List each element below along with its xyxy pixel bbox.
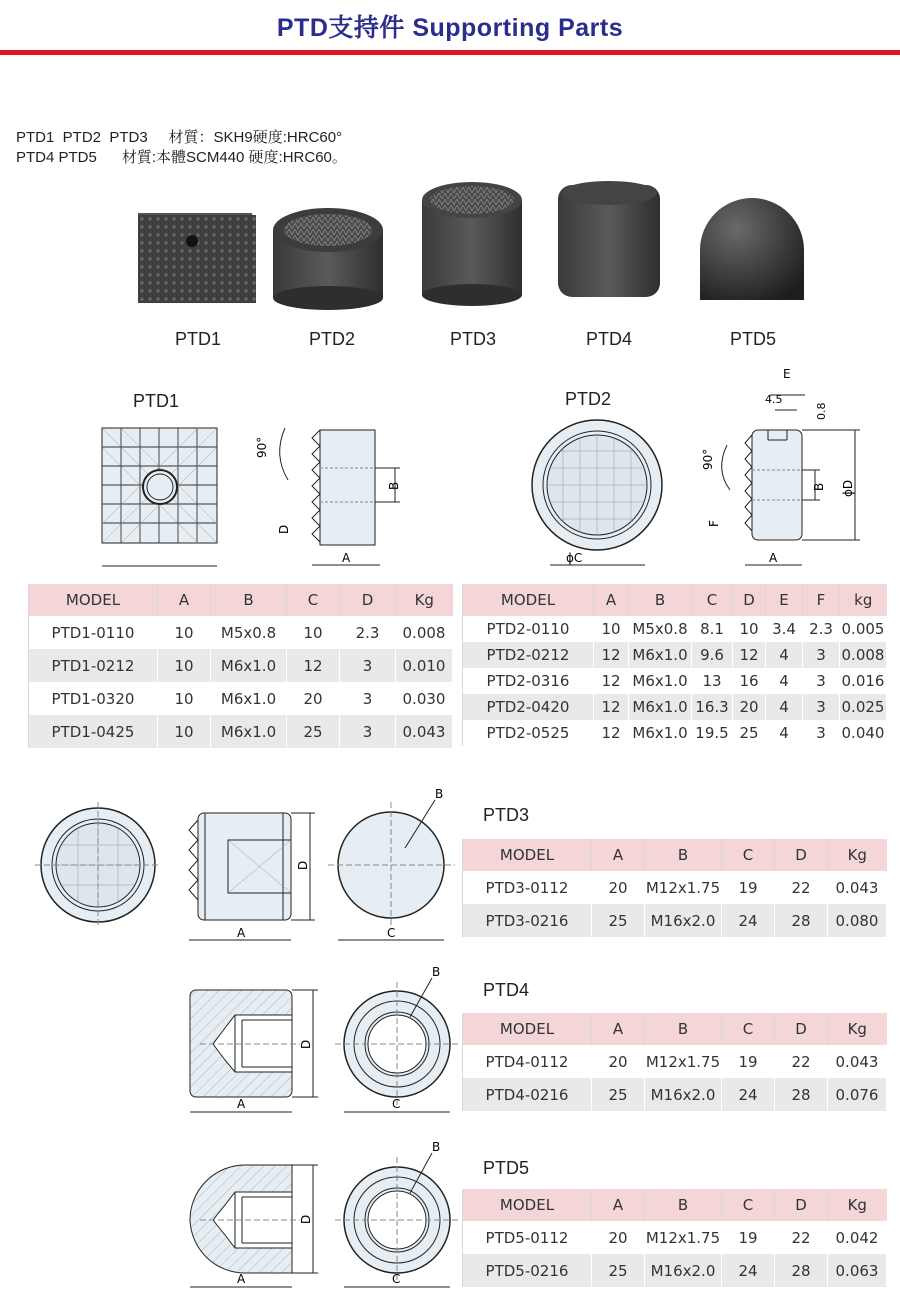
cell: 25 xyxy=(733,720,766,746)
cell: M12x1.75 xyxy=(645,1045,722,1078)
cell: 0.042 xyxy=(828,1221,887,1254)
cell: 3 xyxy=(340,715,396,748)
col-header: MODEL xyxy=(29,584,158,616)
label-d-ptd4: D xyxy=(299,1039,313,1049)
col-header: C xyxy=(692,584,733,616)
col-header: C xyxy=(722,1013,775,1045)
cell: 0.008 xyxy=(840,642,887,668)
cell: 12 xyxy=(594,694,629,720)
label-45-ptd2: 4.5 xyxy=(765,393,783,406)
title-rule xyxy=(0,50,900,55)
col-header: MODEL xyxy=(463,1189,592,1221)
cell: 0.005 xyxy=(840,616,887,642)
drawing-ptd1 xyxy=(90,410,420,580)
cell: 10 xyxy=(594,616,629,642)
table-row xyxy=(29,649,453,682)
col-header: D xyxy=(733,584,766,616)
table-row xyxy=(463,904,887,937)
cell: 19 xyxy=(722,1045,775,1078)
table-header-row xyxy=(29,584,453,616)
cell: 25 xyxy=(592,1254,645,1287)
table-header-row xyxy=(463,839,887,871)
col-header: B xyxy=(211,584,287,616)
col-header: D xyxy=(340,584,396,616)
photo-ptd1 xyxy=(138,213,256,303)
label-b-ptd1: B xyxy=(387,481,401,490)
col-header: MODEL xyxy=(463,1013,592,1045)
diagram-title-ptd2: PTD2 xyxy=(565,389,612,409)
page-title: PTD支持件 Supporting Parts xyxy=(276,14,624,42)
table-row xyxy=(463,668,887,694)
product-photos xyxy=(130,175,810,310)
col-header: C xyxy=(722,839,775,871)
diagram-title-ptd1: PTD1 xyxy=(133,391,180,411)
cell: PTD5-0112 xyxy=(463,1221,592,1254)
col-header: Kg xyxy=(828,839,887,871)
cell: 4 xyxy=(766,720,803,746)
cell: 12 xyxy=(594,668,629,694)
cell: 24 xyxy=(722,1078,775,1111)
table-row xyxy=(463,1254,887,1287)
drawing-ptd5 xyxy=(170,1135,460,1300)
cell: PTD2-0212 xyxy=(463,642,594,668)
cell: 24 xyxy=(722,1254,775,1287)
cell: 12 xyxy=(594,642,629,668)
cell: M6x1.0 xyxy=(629,694,692,720)
table-ptd4 xyxy=(462,1013,887,1111)
cell: PTD1-0110 xyxy=(29,616,158,649)
label-a-ptd4: A xyxy=(237,1097,246,1111)
material-spec-line-1: PTD1 PTD2 PTD3 材質：SKH9硬度:HRC60° xyxy=(16,129,343,146)
cell: 12 xyxy=(733,642,766,668)
cell: M16x2.0 xyxy=(645,904,722,937)
table-row xyxy=(463,1045,887,1078)
cell: M16x2.0 xyxy=(645,1078,722,1111)
label-c-ptd4: C xyxy=(392,1097,401,1111)
cell: 20 xyxy=(287,682,340,715)
cell: 4 xyxy=(766,694,803,720)
cell: 0.040 xyxy=(840,720,887,746)
cell: PTD2-0110 xyxy=(463,616,594,642)
cell: 10 xyxy=(158,715,211,748)
col-header: E xyxy=(766,584,803,616)
cell: 8.1 xyxy=(692,616,733,642)
cell: M16x2.0 xyxy=(645,1254,722,1287)
cell: 13 xyxy=(692,668,733,694)
cell: M5x0.8 xyxy=(629,616,692,642)
cell: PTD3-0216 xyxy=(463,904,592,937)
table-row xyxy=(29,715,453,748)
table-row xyxy=(29,682,453,715)
cell: 10 xyxy=(733,616,766,642)
cell: 25 xyxy=(592,904,645,937)
table-row xyxy=(463,1221,887,1254)
label-b-ptd4: B xyxy=(432,965,441,979)
col-header: C xyxy=(287,584,340,616)
col-header: kg xyxy=(840,584,887,616)
table-ptd5 xyxy=(462,1189,887,1287)
cell: 0.030 xyxy=(396,682,453,715)
label-phid-ptd2: ϕD xyxy=(841,479,855,497)
table-header-row xyxy=(463,1013,887,1045)
section-title-ptd3: PTD3 xyxy=(483,805,530,825)
label-c-ptd3: C xyxy=(387,926,396,940)
cell: 0.008 xyxy=(396,616,453,649)
table-ptd2 xyxy=(462,584,887,746)
photo-label-ptd3: PTD3 xyxy=(449,329,496,349)
photo-label-ptd5: PTD5 xyxy=(729,329,776,349)
cell: 12 xyxy=(287,649,340,682)
cell: 28 xyxy=(775,1078,828,1111)
label-a-ptd2: A xyxy=(769,551,778,565)
col-header: A xyxy=(592,1013,645,1045)
photo-label-ptd1: PTD1 xyxy=(174,329,221,349)
cell: M6x1.0 xyxy=(629,720,692,746)
photo-ptd5 xyxy=(700,198,804,300)
cell: 3 xyxy=(803,642,840,668)
table-row xyxy=(463,616,887,642)
col-header: Kg xyxy=(828,1189,887,1221)
cell: PTD1-0212 xyxy=(29,649,158,682)
label-d-ptd3: D xyxy=(296,860,310,870)
label-d-ptd5: D xyxy=(299,1214,313,1224)
col-header: A xyxy=(592,839,645,871)
col-header: C xyxy=(722,1189,775,1221)
cell: 16.3 xyxy=(692,694,733,720)
label-b-ptd5: B xyxy=(432,1140,441,1154)
label-b-ptd2: B xyxy=(812,482,826,491)
col-header: Kg xyxy=(828,1013,887,1045)
cell: 20 xyxy=(592,1045,645,1078)
col-header: B xyxy=(645,839,722,871)
drawing-ptd3 xyxy=(25,780,465,950)
cell: M6x1.0 xyxy=(211,649,287,682)
cell: 20 xyxy=(592,871,645,904)
cell: 3 xyxy=(803,694,840,720)
cell: 0.043 xyxy=(396,715,453,748)
cell: 3 xyxy=(803,668,840,694)
drawing-ptd4 xyxy=(170,960,460,1125)
label-a-ptd5: A xyxy=(237,1272,246,1286)
cell: PTD2-0316 xyxy=(463,668,594,694)
label-b-ptd3: B xyxy=(435,787,444,801)
label-a-ptd3: A xyxy=(237,926,246,940)
cell: 4 xyxy=(766,642,803,668)
cell: 10 xyxy=(158,616,211,649)
table-ptd3 xyxy=(462,839,887,937)
col-header: B xyxy=(629,584,692,616)
cell: PTD4-0112 xyxy=(463,1045,592,1078)
table-ptd1 xyxy=(28,584,453,748)
cell: M6x1.0 xyxy=(629,642,692,668)
label-c-ptd5: C xyxy=(392,1272,401,1286)
cell: 20 xyxy=(592,1221,645,1254)
cell: 22 xyxy=(775,1221,828,1254)
cell: 25 xyxy=(287,715,340,748)
table-row xyxy=(463,694,887,720)
table-row xyxy=(463,1078,887,1111)
cell: 0.080 xyxy=(828,904,887,937)
col-header: D xyxy=(775,1189,828,1221)
table-header-row xyxy=(463,584,887,616)
cell: 0.025 xyxy=(840,694,887,720)
cell: 0.010 xyxy=(396,649,453,682)
cell: PTD1-0425 xyxy=(29,715,158,748)
col-header: D xyxy=(775,1013,828,1045)
cell: M5x0.8 xyxy=(211,616,287,649)
col-header: MODEL xyxy=(463,839,592,871)
cell: PTD4-0216 xyxy=(463,1078,592,1111)
cell: 0.043 xyxy=(828,1045,887,1078)
cell: 22 xyxy=(775,1045,828,1078)
cell: PTD1-0320 xyxy=(29,682,158,715)
cell: 0.063 xyxy=(828,1254,887,1287)
cell: M12x1.75 xyxy=(645,1221,722,1254)
photo-ptd3 xyxy=(422,182,522,306)
table-row xyxy=(463,642,887,668)
cell: M6x1.0 xyxy=(211,682,287,715)
photo-ptd2 xyxy=(273,208,383,310)
table-row xyxy=(463,720,887,746)
cell: 0.016 xyxy=(840,668,887,694)
cell: 10 xyxy=(158,682,211,715)
col-header: A xyxy=(592,1189,645,1221)
cell: M12x1.75 xyxy=(645,871,722,904)
cell: M6x1.0 xyxy=(629,668,692,694)
cell: 22 xyxy=(775,871,828,904)
cell: 10 xyxy=(158,649,211,682)
table-header-row xyxy=(463,1189,887,1221)
col-header: B xyxy=(645,1189,722,1221)
cell: 20 xyxy=(733,694,766,720)
cell: 3.4 xyxy=(766,616,803,642)
label-f-ptd2: F xyxy=(707,520,721,527)
col-header: A xyxy=(594,584,629,616)
cell: 28 xyxy=(775,904,828,937)
cell: 3 xyxy=(340,649,396,682)
col-header: MODEL xyxy=(463,584,594,616)
cell: 2.3 xyxy=(340,616,396,649)
col-header: Kg xyxy=(396,584,453,616)
photo-ptd4 xyxy=(558,181,660,297)
label-90deg-ptd1: 90° xyxy=(255,436,269,458)
table-row xyxy=(463,871,887,904)
cell: 24 xyxy=(722,904,775,937)
cell: 0.076 xyxy=(828,1078,887,1111)
cell: 3 xyxy=(340,682,396,715)
drawing-ptd2 xyxy=(515,365,885,575)
cell: 3 xyxy=(803,720,840,746)
cell: 12 xyxy=(594,720,629,746)
cell: 28 xyxy=(775,1254,828,1287)
cell: 10 xyxy=(287,616,340,649)
label-d-ptd1: D xyxy=(277,524,291,534)
col-header: F xyxy=(803,584,840,616)
col-header: D xyxy=(775,839,828,871)
cell: 19 xyxy=(722,1221,775,1254)
cell: 19 xyxy=(722,871,775,904)
cell: PTD3-0112 xyxy=(463,871,592,904)
section-title-ptd4: PTD4 xyxy=(483,980,530,1000)
table-row xyxy=(29,616,453,649)
col-header: B xyxy=(645,1013,722,1045)
cell: 16 xyxy=(733,668,766,694)
cell: PTD5-0216 xyxy=(463,1254,592,1287)
cell: 19.5 xyxy=(692,720,733,746)
material-spec-line-2: PTD4 PTD5 材質:本體SCM440 硬度:HRC60。 xyxy=(16,149,347,166)
section-title-ptd5: PTD5 xyxy=(483,1158,530,1178)
label-e-ptd2: E xyxy=(783,367,791,381)
cell: 2.3 xyxy=(803,616,840,642)
cell: PTD2-0525 xyxy=(463,720,594,746)
col-header: A xyxy=(158,584,211,616)
cell: 25 xyxy=(592,1078,645,1111)
label-90deg-ptd2: 90° xyxy=(701,448,715,470)
cell: 0.043 xyxy=(828,871,887,904)
cell: PTD2-0420 xyxy=(463,694,594,720)
label-phic-ptd2: ϕC xyxy=(566,551,583,565)
photo-label-ptd2: PTD2 xyxy=(308,329,355,349)
cell: M6x1.0 xyxy=(211,715,287,748)
cell: 4 xyxy=(766,668,803,694)
photo-label-ptd4: PTD4 xyxy=(585,329,632,349)
label-08-ptd2: 0.8 xyxy=(815,402,828,420)
label-a-ptd1: A xyxy=(342,551,351,565)
cell: 9.6 xyxy=(692,642,733,668)
